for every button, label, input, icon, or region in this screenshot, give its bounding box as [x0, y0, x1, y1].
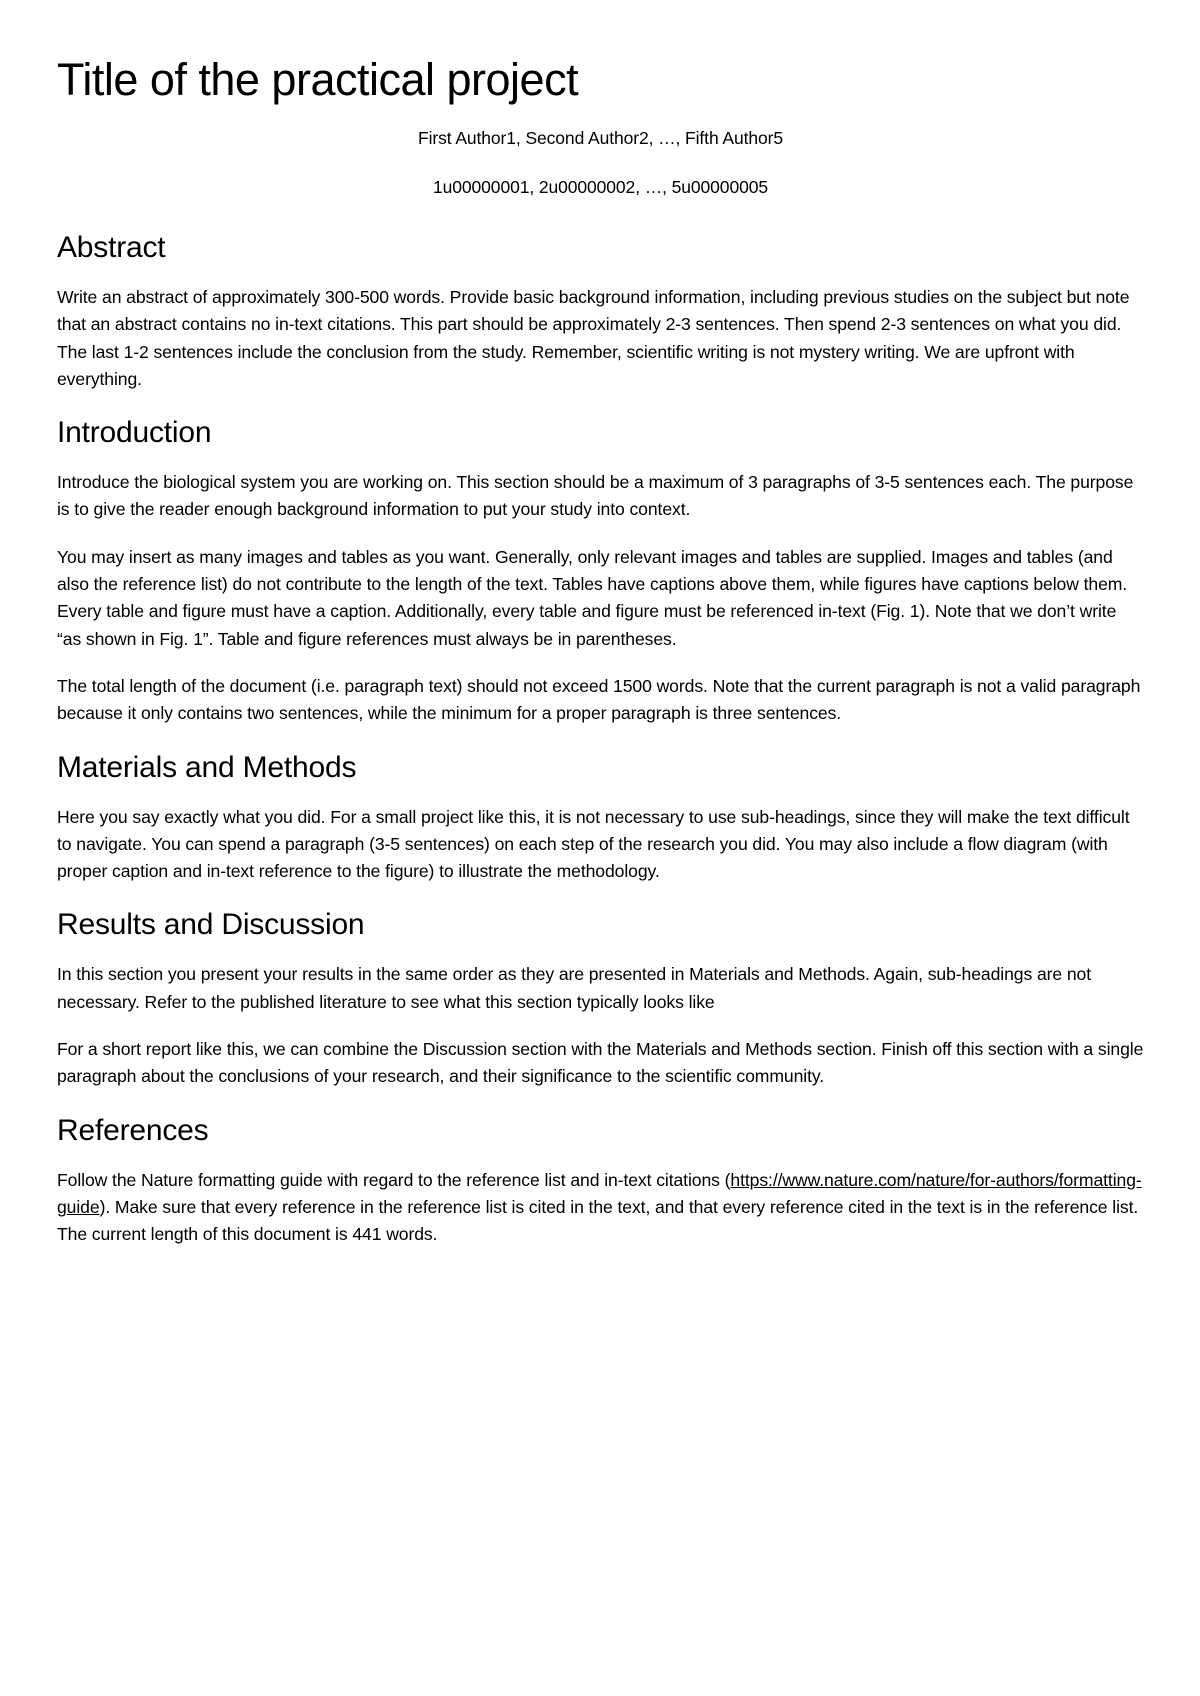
references-paragraph	[57, 1167, 1144, 1249]
author-list: First Author1, Second Author2, …, Fifth Author5	[418, 128, 783, 148]
student-id-list: 1u00000001, 2u00000002, …, 5u00000005	[433, 177, 768, 197]
section-methods	[57, 748, 1144, 886]
results-paragraph-2: For a short report like this, we can combine the Discussion section with the Materials and Methods section. Finish off this section with a single paragraph about the conclusions of your research, and their significance to the scientific community.	[57, 1039, 1144, 1087]
section-heading-introduction: Introduction	[57, 416, 212, 450]
section-abstract	[57, 228, 1144, 393]
references-text-after-link: ). Make sure that every reference in the reference list is cited in the text, and that every reference cited in the text is in the reference list. The current length of this document is 441 words.	[57, 1196, 1139, 1245]
section-heading-abstract: Abstract	[57, 231, 166, 264]
abstract-paragraph: Write an abstract of approximately 300-500 words. Provide basic background information, including previous studies on the subject but note that an abstract contains no in-text citations. This part should be approximately 2-3 sentences. Then spend 2-3 sentences on what you did. The last 1-2 sentences include the conclusion from the study. Remember, scientific writing is not mystery writing. We are upfront with everything.	[57, 287, 1130, 389]
references-text-before-link: Follow the Nature formatting guide with regard to the reference list and in-text citations (	[57, 1169, 731, 1190]
methods-paragraph: Here you say exactly what you did. For a small project like this, it is not necessary to use sub-headings, since they will make the text difficult to navigate. You can spend a paragraph (3-5 sentences) on each step of the research you did. You may also include a flow diagram (with proper caption and in-text reference to the figure) to illustrate the methodology.	[57, 806, 1130, 882]
section-heading-references: References	[57, 1113, 209, 1147]
page-title: Title of the practical project	[57, 54, 579, 105]
formatting-guide-link[interactable]: https://www.nature.com/nature/for-authors/formatting-guide	[57, 1169, 1142, 1217]
section-heading-methods: Materials and Methods	[57, 750, 357, 784]
section-heading-results: Results and Discussion	[57, 908, 365, 942]
section-results	[57, 905, 1144, 1090]
introduction-paragraph-2: You may insert as many images and tables as you want. Generally, only relevant images and tables are supplied. Images and tables (and also the reference list) do not contribute to the length of the text. Tables have captions above them, while figures have captions below them. Every table and figure must have a caption. Additionally, every table and figure must be referenced in-text (Fig. 1). Note that we don’t write “as shown in Fig. 1”. Table and figure references must always be in parentheses.	[57, 546, 1128, 649]
results-paragraph-1: In this section you present your results in the same order as they are presented in Materials and Methods. Again, sub-headings are not necessary. Refer to the published literature to see what this section typically looks like	[57, 964, 1092, 1012]
section-introduction	[57, 413, 1144, 727]
section-references	[57, 1111, 1144, 1249]
introduction-paragraph-1: Introduce the biological system you are working on. This section should be a maximum of 3 paragraphs of 3-5 sentences each. The purpose is to give the reader enough background information to put your study into context.	[57, 472, 1134, 520]
introduction-paragraph-3: The total length of the document (i.e. paragraph text) should not exceed 1500 words. Note that the current paragraph is not a valid paragraph because it only contains two sentences, while the minimum for a proper paragraph is three sentences.	[57, 675, 1141, 724]
